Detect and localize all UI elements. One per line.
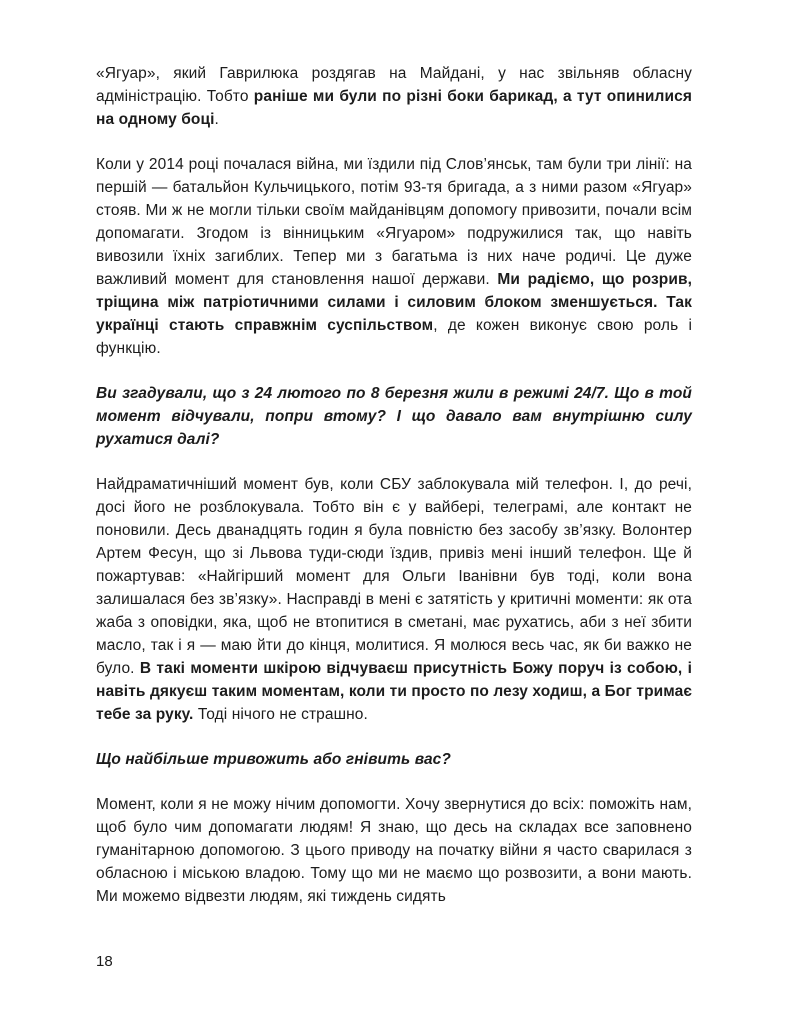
text-run: Найдраматичніший момент був, коли СБУ заблокувала мій телефон. І, до речі, досі його не розблокувала. Тобто він є у вайбері, телеграмі, але контакт не поновили. Десь дванадцять годин я була повністю без засобу зв’язку. Волонтер Артем Фесун, що зі Львова туди-сюди їздив, привіз мені інший телефон. Ще й пожартував: «Найгірший момент для Ольги Іванівни був тоді, коли вона залишалася без зв’язку». Насправді в мені є затятість у критичні моменти: як ота жаба з оповідки, яка, щоб не втопитися в сметані, має рухатись, аби з неї збити масло, так і я — маю йти до кінця, молитися. Я молюся весь час, як би важко не було. bbox=[96, 476, 692, 677]
text-run-bold: Ми радіємо, що розрив, тріщина між патріотичними силами і силовим блоком зменшується. Так українці стають справжнім суспільством bbox=[96, 271, 692, 334]
text-run: Момент, коли я не можу нічим допомогти. Хочу звернутися до всіх: поможіть нам, щоб було чим допомагати людям! Я знаю, що десь на складах все заповнено гуманітарною допомогою. З цього приводу на початку війни я часто сварилася з обласною і міською владою. Тому що ми не маємо що розвозити, а вони мають. Ми можемо відвезти людям, які тиждень сидять bbox=[96, 796, 692, 905]
text-content bbox=[96, 62, 692, 908]
text-run: . bbox=[214, 111, 219, 128]
body-paragraph bbox=[96, 793, 692, 908]
text-run-bold: В такі моменти шкірою відчуваєш присутність Божу поруч із собою, і навіть дякуєш таким моментам, коли ти просто по лезу ходиш, а Бог тримає тебе за руку. bbox=[96, 660, 693, 723]
page-number: 18 bbox=[96, 953, 113, 970]
question-paragraph bbox=[96, 382, 692, 451]
text-run: Коли у 2014 році почалася війна, ми їздили під Слов’янськ, там були три лінії: на першій — батальйон Кульчицького, потім 93-тя бригада, а з ними разом «Ягуар» стояв. Ми ж не могли тільки своїм майданівцям допомогу привозити, почали всім допомагати. Згодом із вінницьким «Ягуаром» подружилися так, що навіть вивозили їхніх загиблих. Тепер ми з багатьма із них наче родичі. Це дуже важливий момент для становлення нашої держави. bbox=[96, 156, 692, 288]
text-run-bold: раніше ми були по різні боки барикад, а тут опинилися на одному боці bbox=[96, 88, 692, 128]
body-paragraph bbox=[96, 473, 692, 726]
question-paragraph bbox=[96, 748, 692, 771]
text-run: , де кожен виконує свою роль і функцію. bbox=[96, 317, 692, 357]
text-run-bold: Що найбільше тривожить або гнівить вас? bbox=[96, 751, 451, 768]
text-run: «Ягуар», який Гаврилюка роздягав на Майдані, у нас звільняв обласну адміністрацію. Тобто bbox=[96, 65, 692, 105]
text-run-bold: Ви згадували, що з 24 лютого по 8 березня жили в режимі 24/7. Що в той момент відчували, попри втому? І що давало вам внутрішню силу рухатися далі? bbox=[96, 385, 692, 448]
text-run: Тоді нічого не страшно. bbox=[193, 706, 368, 723]
body-paragraph bbox=[96, 153, 692, 360]
body-paragraph bbox=[96, 62, 692, 131]
